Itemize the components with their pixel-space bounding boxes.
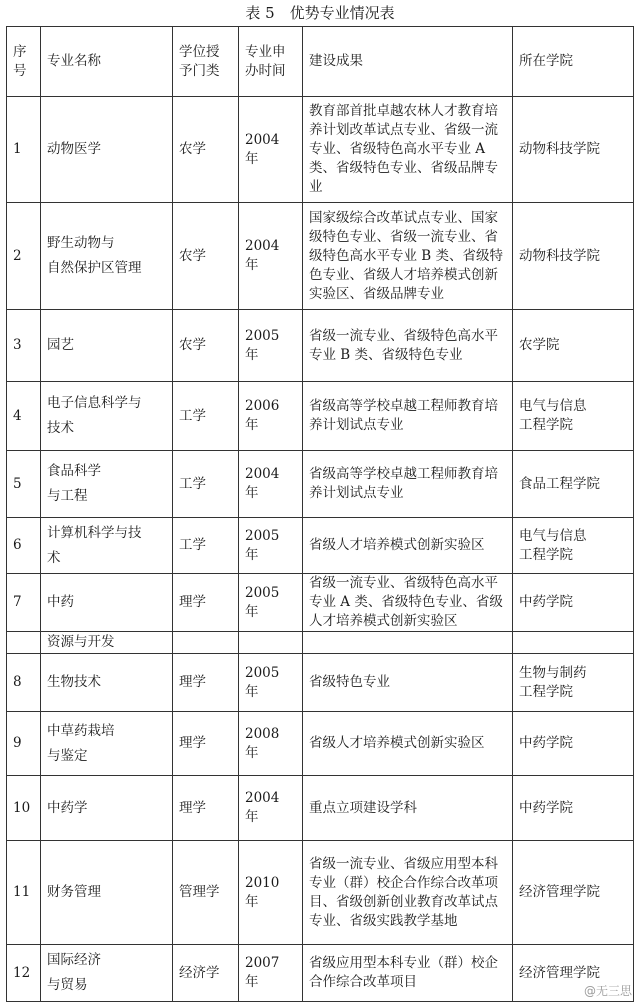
cell-num: 5: [7, 451, 41, 518]
table-row: [7, 451, 634, 518]
table-row: [7, 776, 634, 841]
cell-name-line: 计算机科学与技: [47, 524, 142, 541]
cell-name-line: 中药学: [47, 799, 88, 816]
header-result: 建设成果: [303, 27, 513, 97]
cell-name-line: 自然保护区管理: [47, 260, 142, 276]
cell-time: 2008 年: [239, 712, 303, 776]
cell-time: [239, 632, 303, 654]
cell-result: 省级一流专业、省级应用型本科专业（群）校企合作综合改革项目、省级创新创业教育改革试点专业、省级实践教学基地: [303, 841, 513, 945]
table-row: [7, 654, 634, 712]
cell-college: [513, 632, 634, 654]
cell-result: 省级高等学校卓越工程师教育培养计划试点专业: [303, 382, 513, 451]
cell-category: 理学: [173, 654, 239, 712]
cell-college-line: 电气与信息: [519, 398, 587, 414]
cell-time: 2004 年: [239, 451, 303, 518]
cell-name-line: 术: [47, 549, 61, 566]
cell-result: 省级高等学校卓越工程师教育培养计划试点专业: [303, 451, 513, 518]
table-row: [7, 203, 634, 310]
cell-name-line: 中药: [47, 594, 74, 610]
cell-college-line: 中药学院: [519, 594, 573, 610]
cell-college-line: 生物与制药: [519, 664, 587, 681]
table-row: [7, 841, 634, 945]
cell-college-line: 工程学院: [519, 546, 573, 563]
cell-name-line: 电子信息科学与: [47, 395, 142, 411]
cell-name-line: 食品科学: [47, 463, 101, 479]
header-name: 专业名称: [41, 27, 173, 97]
cell-name: [41, 712, 173, 776]
table-row: [7, 945, 634, 1002]
cell-college: [513, 97, 634, 203]
cell-college: [513, 451, 634, 518]
cell-result: 省级一流专业、省级特色高水平专业 A 类、省级特色专业、省级人才培养模式创新实验区: [303, 574, 513, 632]
cell-name-line: 国际经济: [47, 952, 101, 968]
cell-category: 农学: [173, 310, 239, 382]
cell-category: 理学: [173, 776, 239, 841]
cell-college-line: 经济管理学院: [519, 964, 600, 981]
cell-category: 工学: [173, 451, 239, 518]
cell-category: 理学: [173, 712, 239, 776]
cell-college-line: 食品工程学院: [519, 475, 600, 492]
cell-name: [41, 203, 173, 310]
cell-college: [513, 654, 634, 712]
cell-num: 10: [7, 776, 41, 841]
cell-name-line: 与工程: [47, 488, 88, 504]
cell-college-line: 中药学院: [519, 799, 573, 816]
cell-result: 国家级综合改革试点专业、国家级特色专业、省级一流专业、省级特色高水平专业 B 类、省级特色专业、省级人才培养模式创新实验区、省级品牌专业: [303, 203, 513, 310]
cell-name-line: 中草药栽培: [47, 722, 115, 739]
cell-result: [303, 632, 513, 654]
cell-name-line: 生物技术: [47, 674, 101, 690]
cell-time: 2004 年: [239, 97, 303, 203]
header-time: 专业申 办时间: [239, 27, 303, 97]
cell-result: 省级特色专业: [303, 654, 513, 712]
table-row: [7, 632, 634, 654]
cell-name-line: 技术: [47, 420, 74, 436]
cell-college: [513, 712, 634, 776]
cell-time: 2005 年: [239, 310, 303, 382]
cell-name-line: 与贸易: [47, 977, 88, 993]
cell-num: 3: [7, 310, 41, 382]
cell-college-line: 电气与信息: [519, 527, 587, 544]
cell-name: [41, 841, 173, 945]
cell-time: 2004 年: [239, 203, 303, 310]
cell-category: 农学: [173, 203, 239, 310]
cell-name: [41, 945, 173, 1002]
cell-name: [41, 632, 173, 654]
cell-college: [513, 776, 634, 841]
table-row: [7, 97, 634, 203]
cell-num: 6: [7, 518, 41, 574]
cell-name: [41, 310, 173, 382]
cell-name: [41, 518, 173, 574]
cell-name-line: 与鉴定: [47, 747, 88, 764]
cell-college-line: 经济管理学院: [519, 884, 600, 900]
cell-college-line: 动物科技学院: [519, 247, 600, 264]
cell-time: 2004 年: [239, 776, 303, 841]
cell-num: [7, 632, 41, 654]
cell-name: [41, 776, 173, 841]
cell-time: 2006 年: [239, 382, 303, 451]
cell-college: [513, 382, 634, 451]
cell-result: 教育部首批卓越农林人才教育培养计划改革试点专业、省级一流专业、省级特色高水平专业 A 类、省级特色专业、省级品牌专业: [303, 97, 513, 203]
cell-name: [41, 451, 173, 518]
cell-category: 理学: [173, 574, 239, 632]
cell-college: [513, 841, 634, 945]
cell-num: 7: [7, 574, 41, 632]
cell-category: 经济学: [173, 945, 239, 1002]
cell-result: 省级一流专业、省级特色高水平专业 B 类、省级特色专业: [303, 310, 513, 382]
table-row: [7, 574, 634, 632]
cell-category: 管理学: [173, 841, 239, 945]
cell-num: 2: [7, 203, 41, 310]
cell-category: [173, 632, 239, 654]
cell-name-line: 财务管理: [47, 884, 101, 900]
table-row: [7, 382, 634, 451]
cell-time: 2005 年: [239, 518, 303, 574]
cell-college: [513, 574, 634, 632]
cell-num: 1: [7, 97, 41, 203]
table-row: [7, 310, 634, 382]
cell-num: 8: [7, 654, 41, 712]
cell-num: 4: [7, 382, 41, 451]
cell-time: 2005 年: [239, 574, 303, 632]
cell-result: 重点立项建设学科: [303, 776, 513, 841]
cell-name-line: 园艺: [47, 337, 74, 353]
table-row: [7, 518, 634, 574]
cell-time: 2005 年: [239, 654, 303, 712]
cell-name-line: 动物医学: [47, 141, 101, 157]
cell-result: 省级应用型本科专业（群）校企合作综合改革项目: [303, 945, 513, 1002]
cell-college-line: 动物科技学院: [519, 141, 600, 157]
table-row: [7, 712, 634, 776]
cell-name: [41, 382, 173, 451]
cell-name-line: 野生动物与: [47, 235, 115, 251]
header-category: 学位授 予门类: [173, 27, 239, 97]
cell-name-line: 资源与开发: [47, 634, 115, 650]
cell-name: [41, 574, 173, 632]
header-num: 序 号: [7, 27, 41, 97]
cell-num: 11: [7, 841, 41, 945]
cell-time: 2010 年: [239, 841, 303, 945]
table-title: 表 5 优势专业情况表: [245, 4, 395, 22]
advantage-majors-table: [6, 26, 634, 1002]
cell-category: 工学: [173, 382, 239, 451]
cell-college-line: 工程学院: [519, 417, 573, 433]
cell-name: [41, 654, 173, 712]
cell-college-line: 中药学院: [519, 735, 573, 751]
cell-category: 工学: [173, 518, 239, 574]
cell-college: [513, 310, 634, 382]
header-college: 所在学院: [513, 27, 634, 97]
cell-time: 2007 年: [239, 945, 303, 1002]
cell-num: 12: [7, 945, 41, 1002]
header-row: [7, 27, 634, 97]
cell-college: [513, 203, 634, 310]
cell-college: [513, 518, 634, 574]
cell-category: 农学: [173, 97, 239, 203]
watermark: @无三思: [583, 984, 632, 998]
cell-college-line: 工程学院: [519, 683, 573, 700]
cell-result: 省级人才培养模式创新实验区: [303, 712, 513, 776]
cell-result: 省级人才培养模式创新实验区: [303, 518, 513, 574]
cell-num: 9: [7, 712, 41, 776]
cell-name: [41, 97, 173, 203]
cell-college-line: 农学院: [519, 337, 560, 353]
